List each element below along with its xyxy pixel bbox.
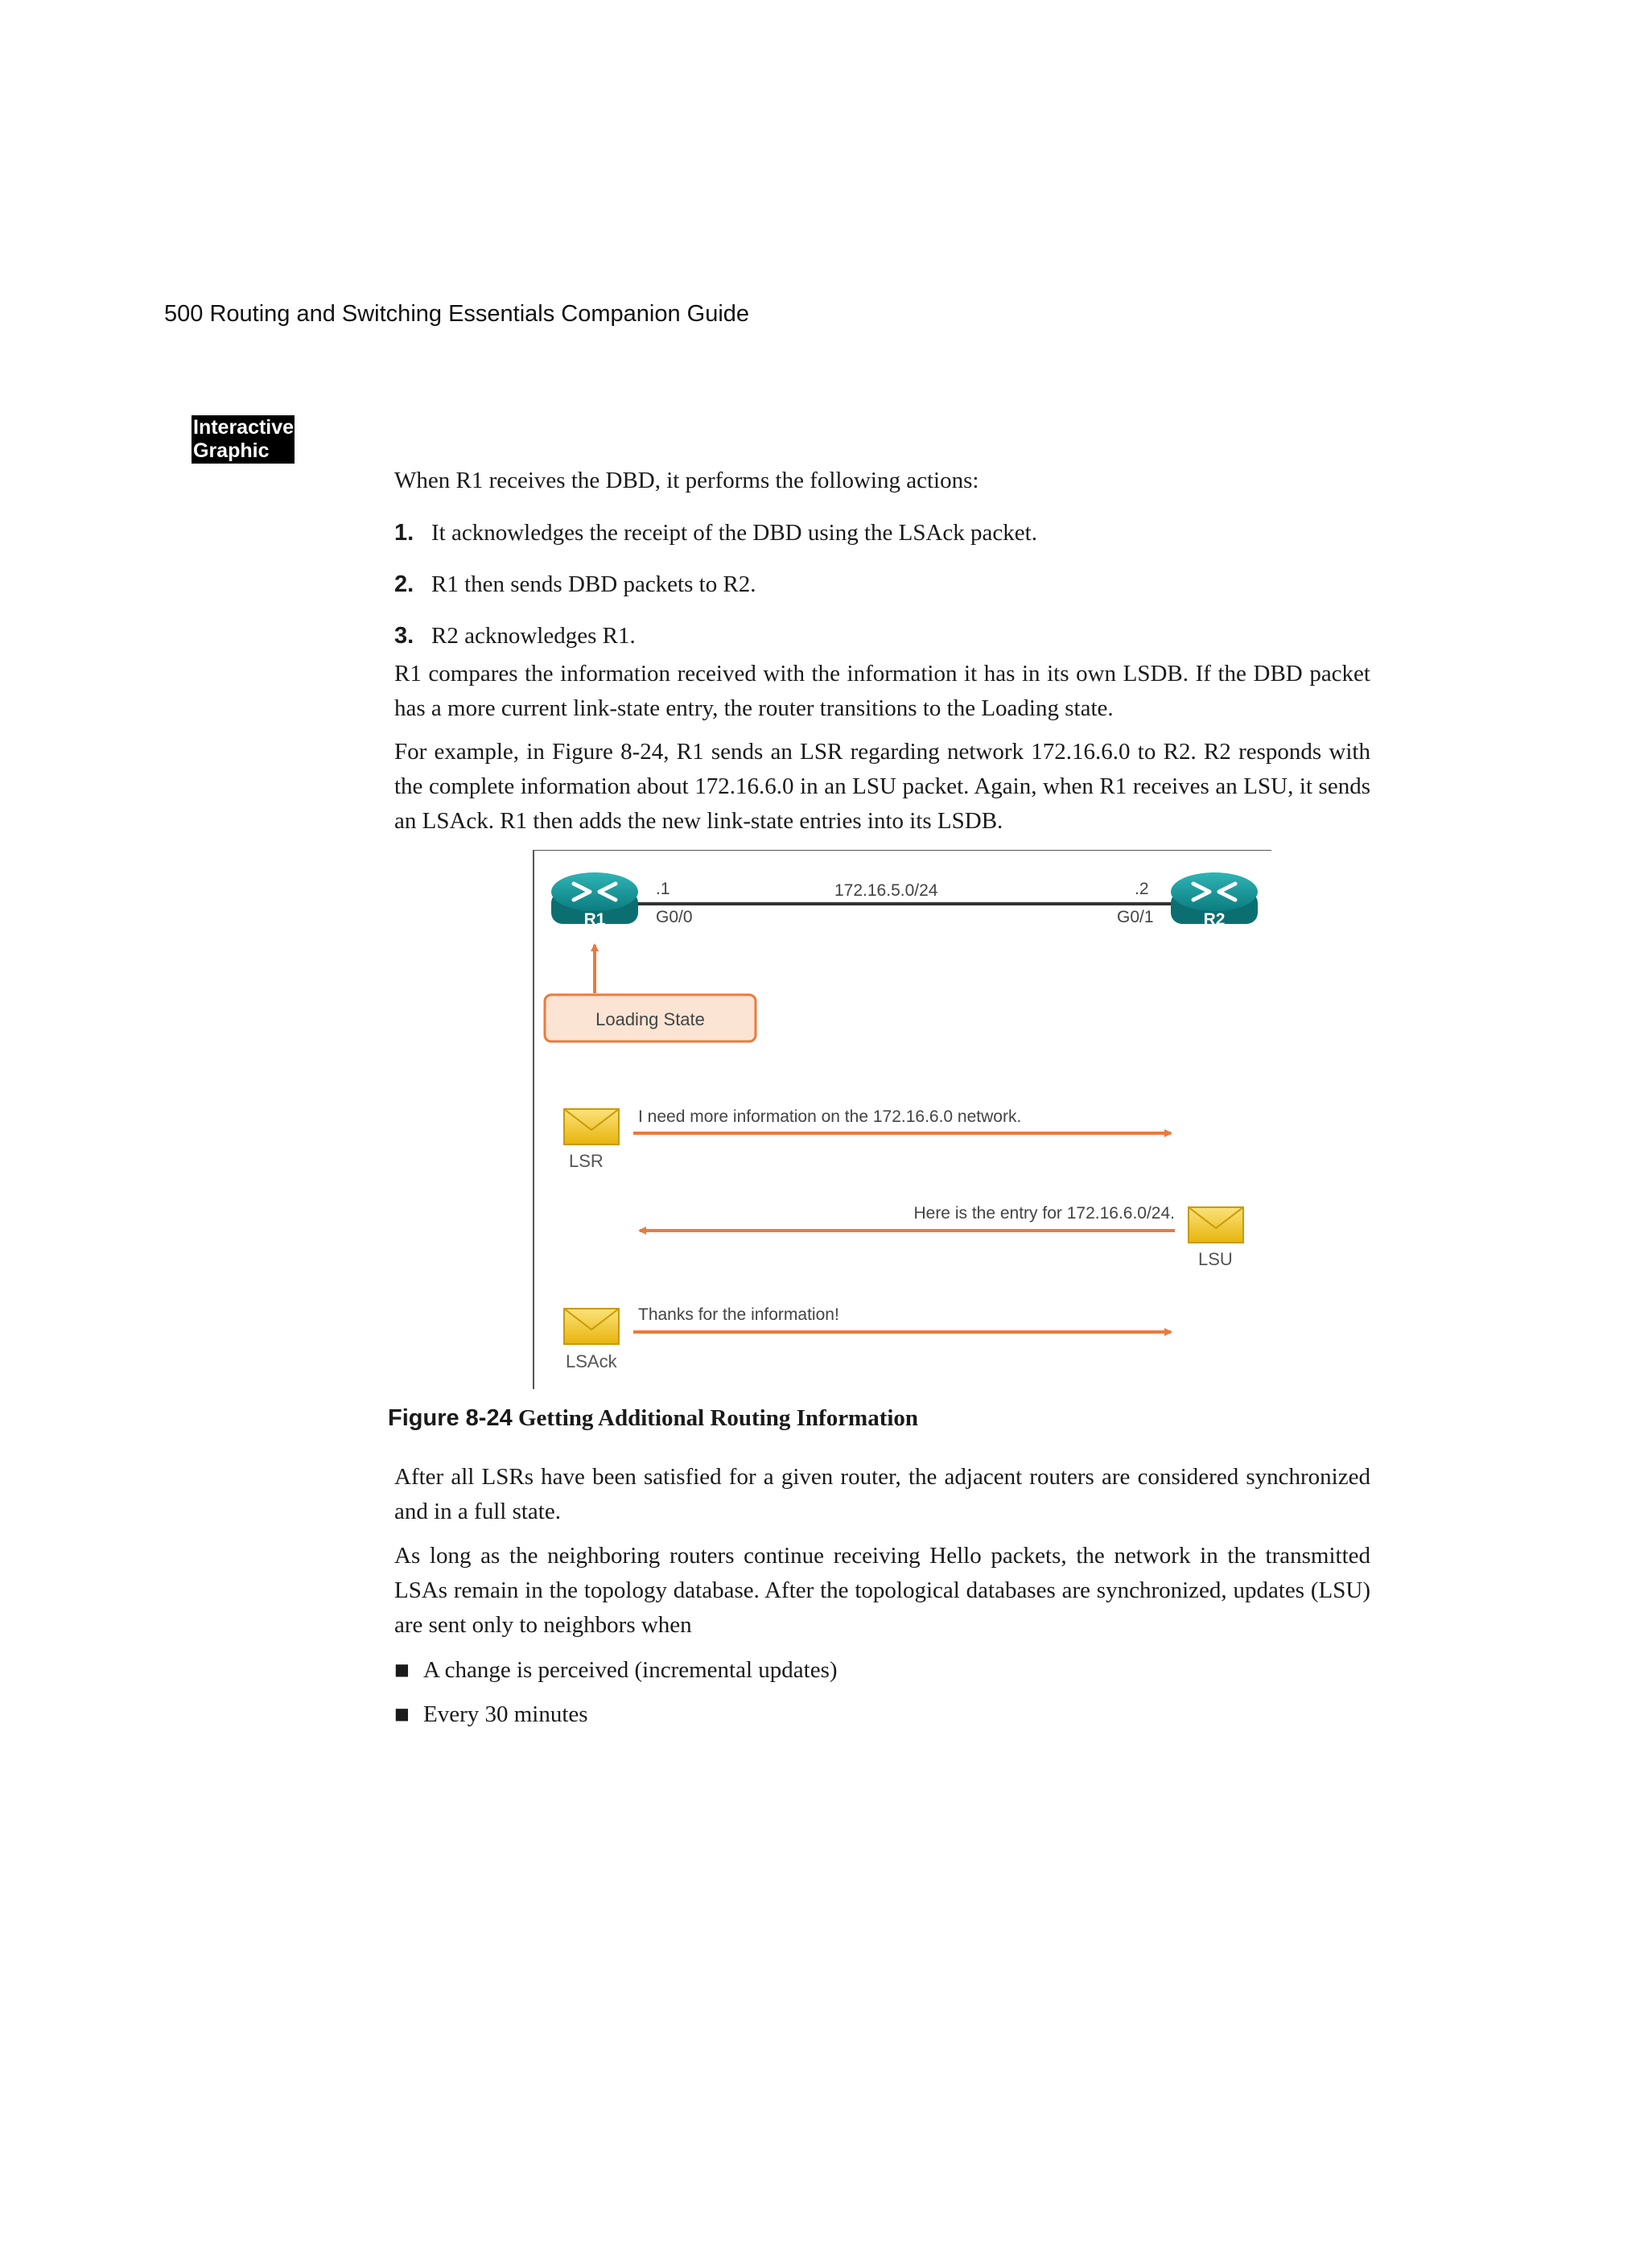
lsu-envelope-icon xyxy=(1189,1207,1243,1243)
step-1-number: 1. xyxy=(394,520,414,546)
bullet-1-text: A change is perceived (incremental updates) xyxy=(423,1657,838,1683)
interactive-graphic-badge[interactable] xyxy=(192,415,295,464)
r1-address: .1 xyxy=(656,880,670,898)
step-2-text: R1 then sends DBD packets to R2. xyxy=(431,571,756,597)
step-3 xyxy=(394,619,1370,654)
lsu-message: Here is the entry for 172.16.6.0/24. xyxy=(913,1204,1175,1223)
r2-interface: G0/1 xyxy=(1117,908,1154,926)
bullet-item-2 xyxy=(394,1697,1370,1732)
r1-label: R1 xyxy=(583,910,606,929)
step-1 xyxy=(394,516,1370,551)
lsu-label: LSU xyxy=(1198,1249,1233,1269)
step-1-text: It acknowledges the receipt of the DBD using the LSAck packet. xyxy=(431,520,1037,546)
loading-state-label: Loading State xyxy=(595,1009,705,1029)
r2-label: R2 xyxy=(1203,910,1226,929)
lsack-message: Thanks for the information! xyxy=(638,1305,839,1324)
step-3-number: 3. xyxy=(394,623,414,649)
lsack-label: LSAck xyxy=(566,1351,617,1371)
lsr-label: LSR xyxy=(569,1151,604,1171)
badge-line-2: Graphic xyxy=(193,439,270,462)
r1-interface: G0/0 xyxy=(656,908,693,926)
ospf-loading-diagram xyxy=(527,850,1271,1389)
paragraph-2: For example, in Figure 8-24, R1 sends an LSR regarding network 172.16.6.0 to R2. R2 responds with the complete information about 172.16.6.0 in an LSU packet. Again, when R1 receives an LSU, it sends an LSAck. R1 then adds the new link-state entries into its LSDB. xyxy=(394,739,1370,834)
intro-paragraph: When R1 receives the DBD, it performs the following actions: xyxy=(394,468,979,493)
paragraph-3: After all LSRs have been satisfied for a given router, the adjacent routers are considered synchronized and in a full state. xyxy=(394,1464,1370,1524)
paragraph-4: As long as the neighboring routers continue receiving Hello packets, the network in the transmitted LSAs remain in the topology database. After the topological databases are synchronized, updates (LSU) are sent only to neighbors when xyxy=(394,1543,1370,1638)
page-header: 500 Routing and Switching Essentials Companion Guide xyxy=(164,301,750,327)
figure-caption xyxy=(388,1405,918,1432)
lsack-envelope-icon xyxy=(564,1309,619,1344)
bullet-2-text: Every 30 minutes xyxy=(423,1701,588,1727)
lsr-message: I need more information on the 172.16.6.0 network. xyxy=(638,1107,1022,1126)
step-3-text: R2 acknowledges R1. xyxy=(431,623,636,649)
figure-8-24 xyxy=(527,850,1271,1389)
step-2 xyxy=(394,567,1370,602)
step-2-number: 2. xyxy=(394,571,414,597)
network-label: 172.16.5.0/24 xyxy=(834,881,938,900)
bullet-square-icon: ■ xyxy=(394,1704,410,1723)
bullet-item-1 xyxy=(394,1652,1370,1688)
router-r2-icon xyxy=(1171,872,1258,929)
lsr-envelope-icon xyxy=(564,1109,619,1144)
paragraph-1: R1 compares the information received with the information it has in its own LSDB. If the DBD packet has a more current link-state entry, the router transitions to the Loading state. xyxy=(394,661,1370,721)
caption-title: Getting Additional Routing Information xyxy=(517,1405,919,1431)
caption-number: Figure 8-24 xyxy=(388,1405,513,1431)
badge-line-1: Interactive xyxy=(193,416,295,439)
r2-address: .2 xyxy=(1135,880,1149,898)
router-r1-icon xyxy=(551,872,638,929)
bullet-square-icon: ■ xyxy=(394,1660,410,1679)
